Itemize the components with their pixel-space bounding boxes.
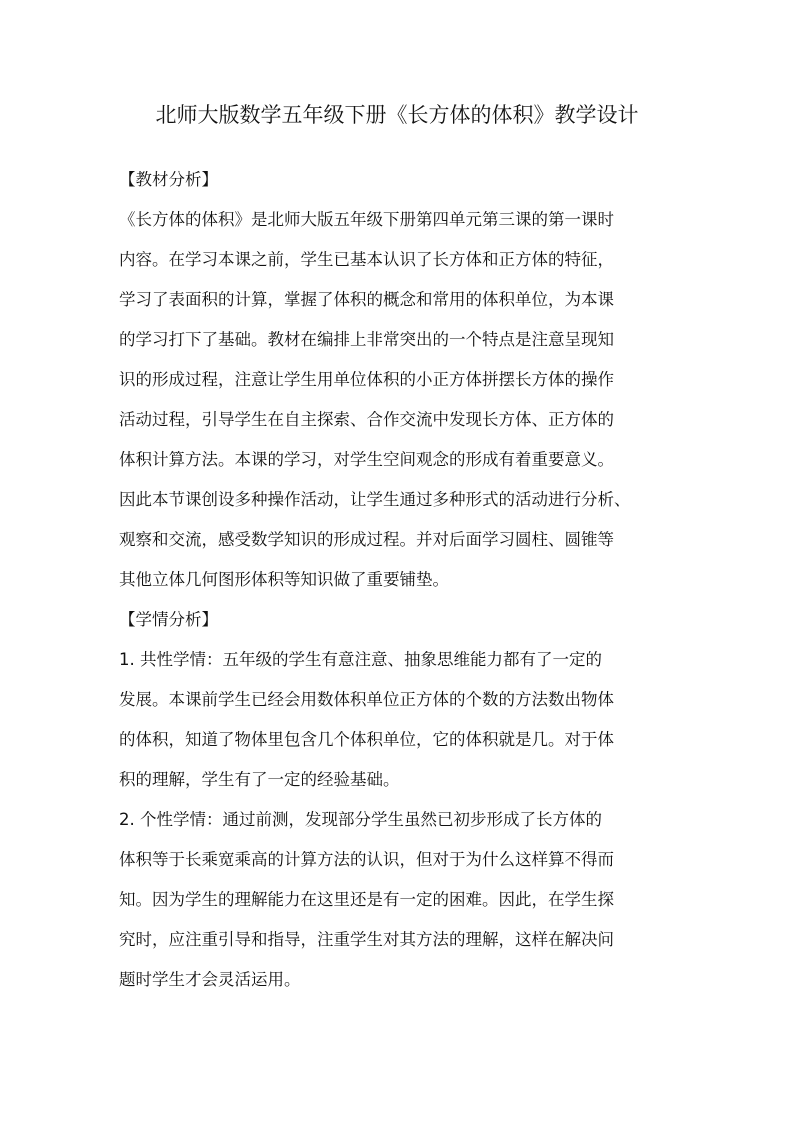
text-line: 的体积，知道了物体里包含几个体积单位，它的体积就是几。对于体 [119, 730, 614, 749]
text-line: 体积等于长乘宽乘高的计算方法的认识，但对于为什么这样算不得而 [119, 850, 614, 869]
text-line: 1. 共性学情：五年级的学生有意注意、抽象思维能力都有了一定的 [119, 650, 602, 669]
text-line: 学习了表面积的计算，掌握了体积的概念和常用的体积单位，为本课 [119, 290, 614, 309]
text-line: 观察和交流，感受数学知识的形成过程。并对后面学习圆柱、圆锥等 [119, 530, 614, 549]
section-learner-analysis [119, 600, 679, 1000]
paragraph [119, 800, 679, 1000]
text-line: 2. 个性学情：通过前测，发现部分学生虽然已初步形成了长方体的 [119, 810, 602, 829]
text-line: 其他立体几何图形体积等知识做了重要铺垫。 [119, 570, 449, 589]
text-line: 识的形成过程，注意让学生用单位体积的小正方体拼摆长方体的操作 [119, 370, 614, 389]
text-line: 发展。本课前学生已经会用数体积单位正方体的个数的方法数出物体 [119, 690, 614, 709]
document-title: 北师大版数学五年级下册《长方体的体积》教学设计 [155, 103, 639, 127]
text-line: 活动过程，引导学生在自主探索、合作交流中发现长方体、正方体的 [119, 410, 614, 429]
text-line: 究时，应注重引导和指导，注重学生对其方法的理解，这样在解决问 [119, 930, 614, 949]
text-line: 《长方体的体积》是北师大版五年级下册第四单元第三课的第一课时 [119, 210, 614, 229]
text-line: 因此本节课创设多种操作活动，让学生通过多种形式的活动进行分析、 [119, 490, 631, 509]
document-body [119, 160, 679, 1000]
text-line: 题时学生才会灵活运用。 [119, 970, 301, 989]
section-heading: 【学情分析】 [119, 610, 218, 629]
text-line: 的学习打下了基础。教材在编排上非常突出的一个特点是注意呈现知 [119, 330, 614, 349]
text-line: 积的理解，学生有了一定的经验基础。 [119, 770, 400, 789]
section-heading: 【教材分析】 [119, 170, 218, 189]
paragraph [119, 200, 679, 600]
text-line: 体积计算方法。本课的学习，对学生空间观念的形成有着重要意义。 [119, 450, 614, 469]
text-line: 内容。在学习本课之前，学生已基本认识了长方体和正方体的特征， [119, 250, 614, 269]
paragraph [119, 640, 679, 800]
section-textbook-analysis [119, 160, 679, 600]
text-line: 知。因为学生的理解能力在这里还是有一定的困难。因此，在学生探 [119, 890, 614, 909]
